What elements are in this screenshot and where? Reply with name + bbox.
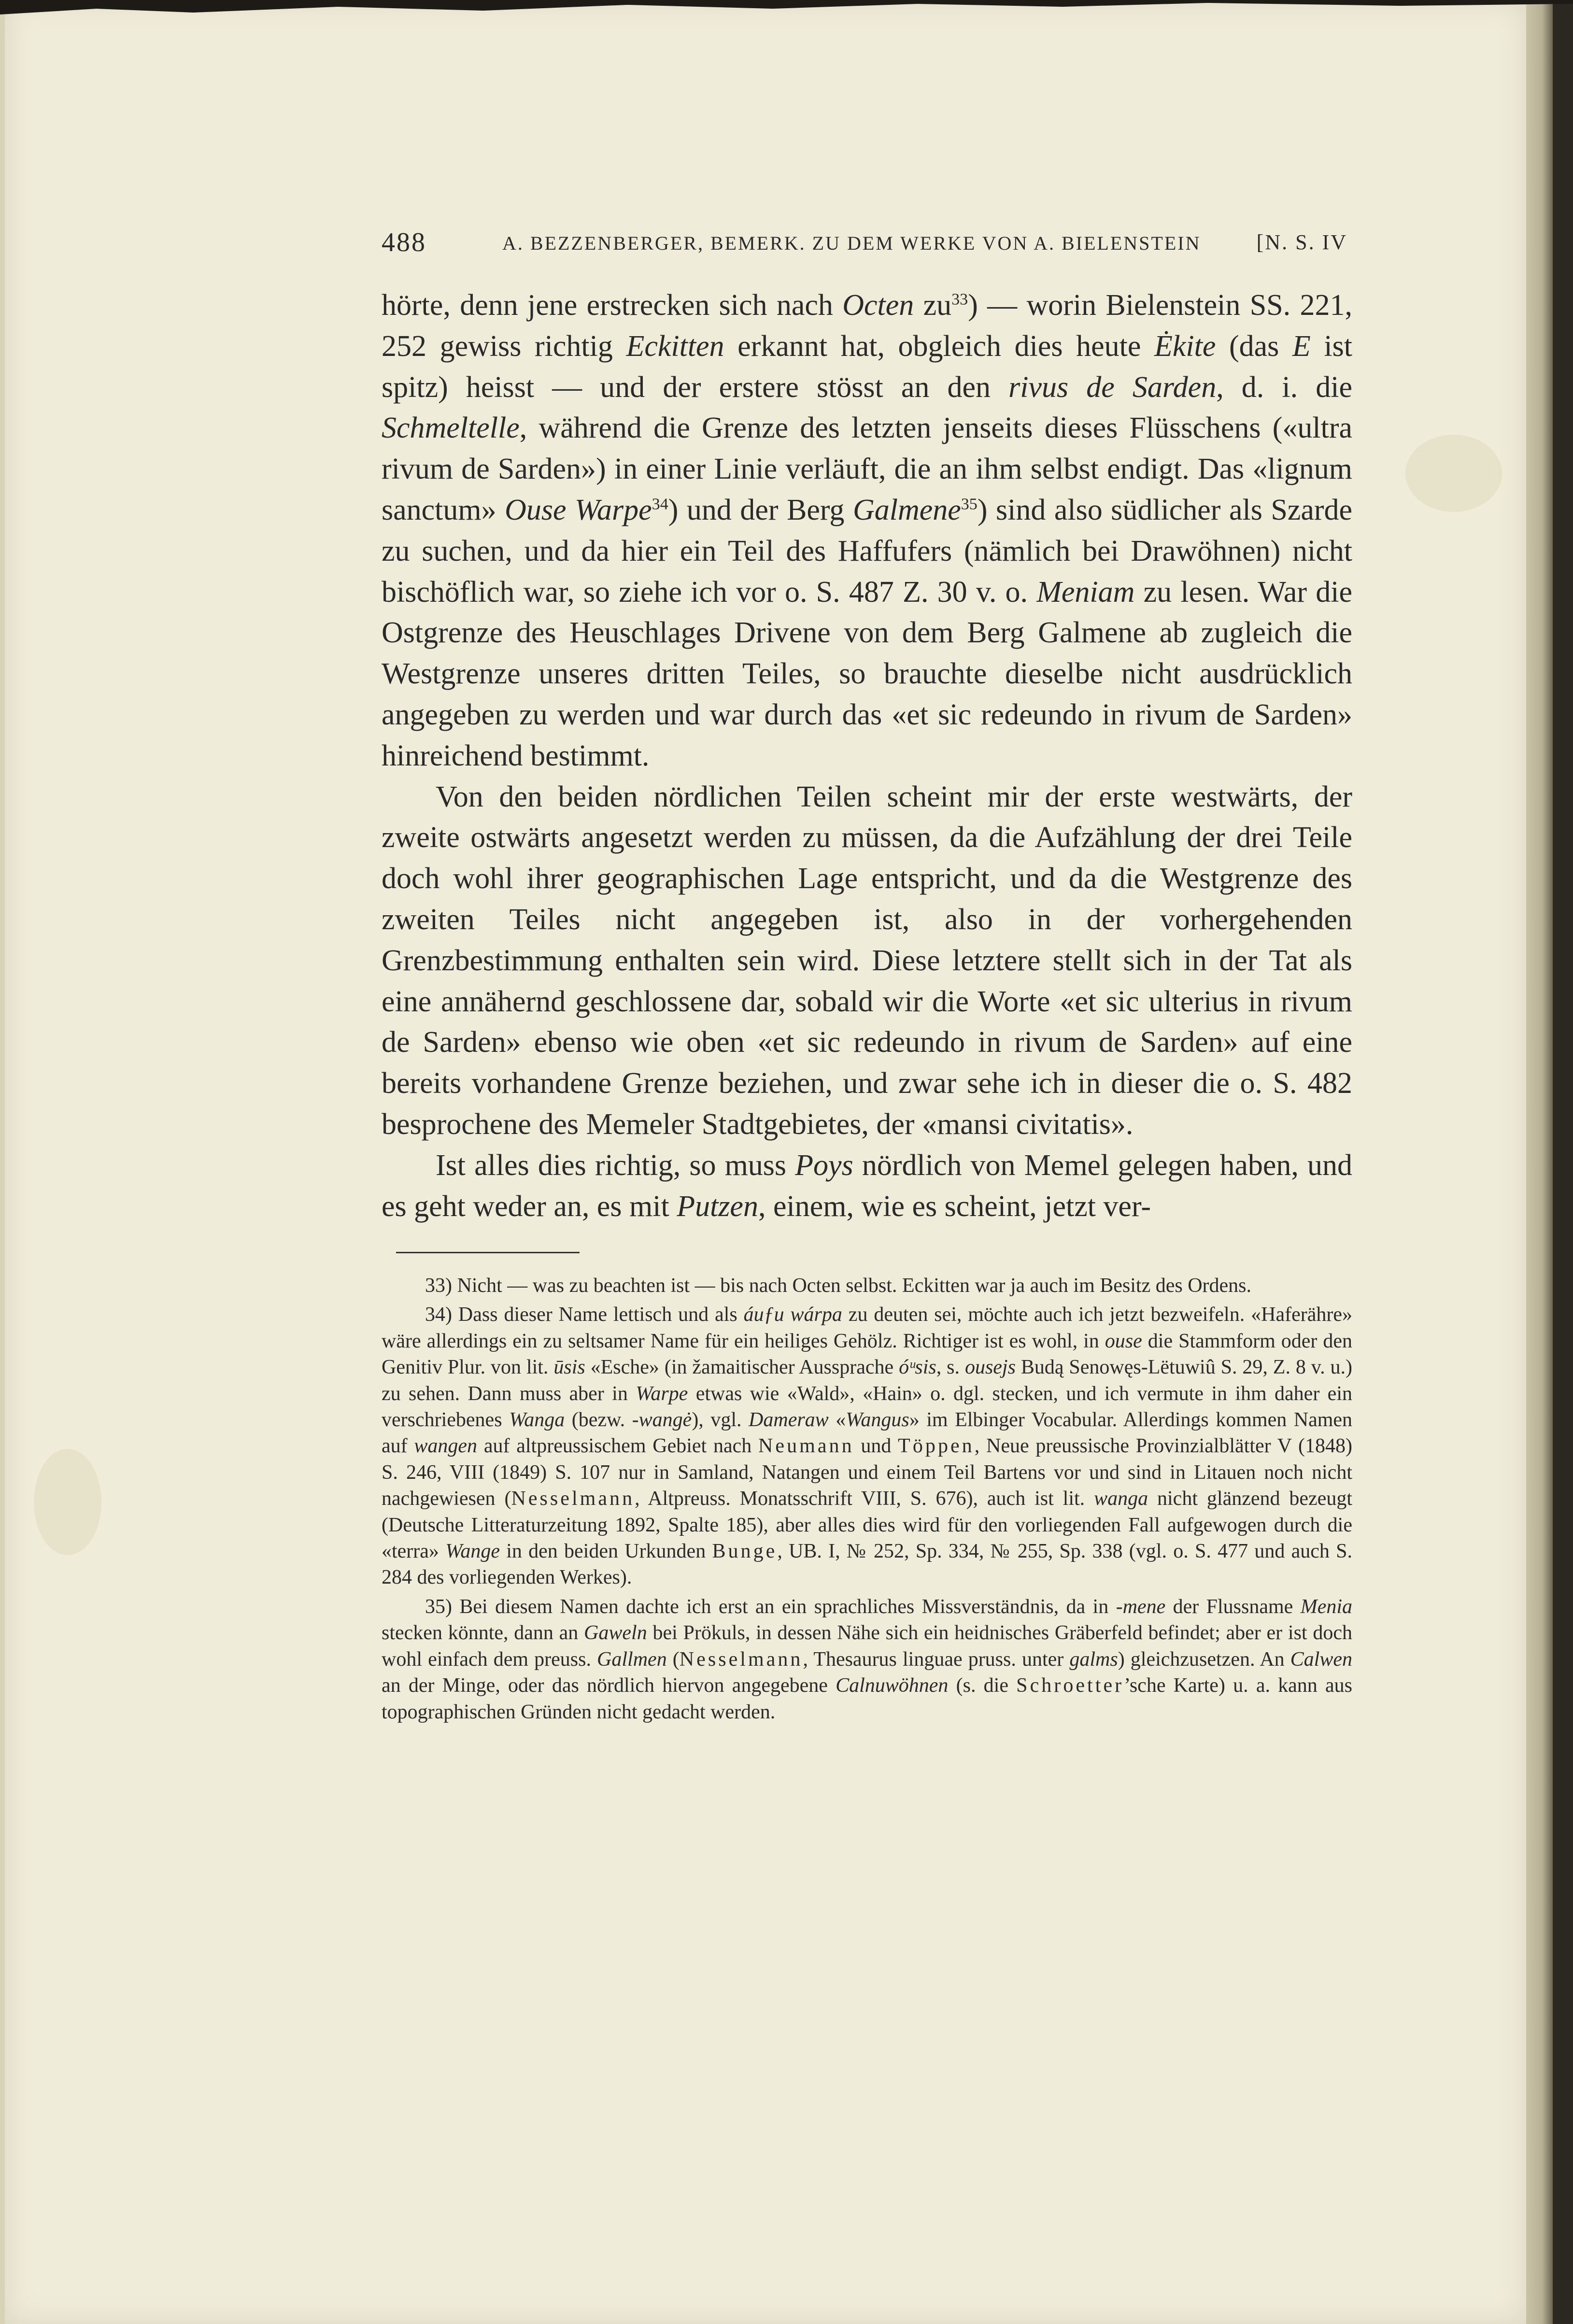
paper-stain (34, 1449, 101, 1555)
torn-top-edge (0, 0, 1573, 29)
paper-stain (1405, 435, 1502, 512)
footnote-35: 35) Bei diesem Namen dachte ich erst an ein sprachliches Missverständnis, da in -mene der Flussname Menia stecken könnte, dann an Gaweln bei Prökuls, in dessen Nähe sich ein heidnisches Gräberfeld befindet; aber er ist doch wohl einfach dem preuss. Gallmen (Nesselmann, Thesaurus linguae pruss. unter galms) gleichzusetzen. An Calwen an der Minge, oder das nördlich hiervon angegebene Calnuwöhnen (s. die Schroetter’sche Karte) u. a. kann aus topographischen Gründen nicht gedacht werden. (382, 1595, 1353, 1723)
page-edge (1526, 0, 1553, 2324)
body-paragraph: Von den beiden nördlichen Teilen scheint mir der erste westwärts, der zweite ostwärts angesetzt werden zu müssen, da die Aufzählung der drei Teile doch wohl ihrer geographischen Lage entspricht, und da die Westgrenze des zweiten Teiles nicht angegeben ist, also in der vorhergehenden Grenzbestimmung enthalten sein wird. Diese letztere stellt sich in der Tat als eine annähernd geschlossene dar, sobald wir die Worte «et sic ulterius in rivum de Sarden» ebenso wie oben «et sic redeundo in rivum de Sarden» auf eine bereits vorhandene Grenze beziehen, und zwar sehe ich in dieser die o. S. 482 besprochene des Memeler Stadtgebietes, der «mansi civitatis». (382, 780, 1352, 1141)
footnotes (382, 1273, 1352, 1728)
footnote-divider (396, 1252, 580, 1253)
footnote-33: 33) Nicht — was zu beachten ist — bis nach Octen selbst. Eckitten war ja auch im Besitz des Ordens. (425, 1275, 1252, 1297)
page-number: 488 (382, 227, 426, 257)
section-mark: [N. S. IV (1256, 230, 1347, 254)
running-title: A. BEZZENBERGER, BEMERK. ZU DEM WERKE VON A. BIELENSTEIN (502, 232, 1201, 254)
footnote-34: 34) Dass dieser Name lettisch und als áuƒu wárpa zu deuten sei, möchte auch ich jetzt bezweifeln. «Haferähre» wäre allerdings ein zu seltsamer Name für ein heiliges Gehölz. Richtiger ist es wohl, in ouse die Stammform oder den Genitiv Plur. von lit. ūsis «Esche» (in žamaitischer Aussprache óᵘsis, s. ousejs Budą Senowęs-Lëtuwiû S. 29, Z. 8 v. u.) zu sehen. Dann muss aber in Warpe etwas wie «Wald», «Hain» o. dgl. stecken, und ich vermute in ihm daher ein verschriebenes Wanga (bezw. -wangė), vgl. Dameraw «Wangus» im Elbinger Vocabular. Allerdings kommen Namen auf wangen auf altpreussischem Gebiet nach Neumann und Töppen, Neue preussische Provinzialblätter V (1848) S. 246, VIII (1849) S. 107 nur in Samland, Natangen und einem Teil Bartens vor und sind in Litauen noch nicht nachgewiesen (Nesselmann, Altpreuss. Monatsschrift VIII, S. 676), auch ist lit. wanga nicht glänzend bezeugt (Deutsche Litteraturzeitung 1892, Spalte 185), aber alles dies wird für den vorliegenden Fall aufgewogen durch die «terra» Wange in den beiden Urkunden Bunge, UB. I, № 252, Sp. 334, № 255, Sp. 338 (vgl. o. S. 477 und auch S. 284 des vorliegenden Werkes). (382, 1304, 1353, 1589)
running-header (382, 227, 1357, 266)
main-text (382, 285, 1352, 1227)
body-paragraph: hörte, denn jene erstrecken sich nach Octen $zu^{33}$) — worin Bielenstein SS. 221, 252 gewiss richtig Eckitten erkannt hat, obgleich dies heute Ėkite (das E ist spitz) heisst — und der erstere stösst an den rivus de Sarden, d. i. die Schmeltelle, während die Grenze des letzten jenseits dieses Flüsschens («ultra rivum de Sarden») in einer Linie verläuft, die an ihm selbst endigt. Das «lignum sanctum» Ouse Warpe$^{34}$) und der Berg Galmene$^{35}$) sind also südlicher als Szarde zu suchen, und da hier ein Teil des Haffufers (nämlich bei Drawöhnen) nicht bischöflich war, so ziehe ich vor o. S. 487 Z. 30 v. o. Meniam zu lesen. War die Ostgrenze des Heuschlages Drivene von dem Berg Galmene ab zugleich die Westgrenze unseres dritten Teiles, so brauchte dieselbe nicht ausdrücklich angegeben zu werden und war durch das «et sic redeundo in rivum de Sarden» hinreichend bestimmt. (382, 289, 1352, 772)
body-paragraph: Ist alles dies richtig, so muss Poys nördlich von Memel gelegen haben, und es geht weder an, es mit Putzen, einem, wie es scheint, jetzt ver- (382, 1148, 1352, 1223)
